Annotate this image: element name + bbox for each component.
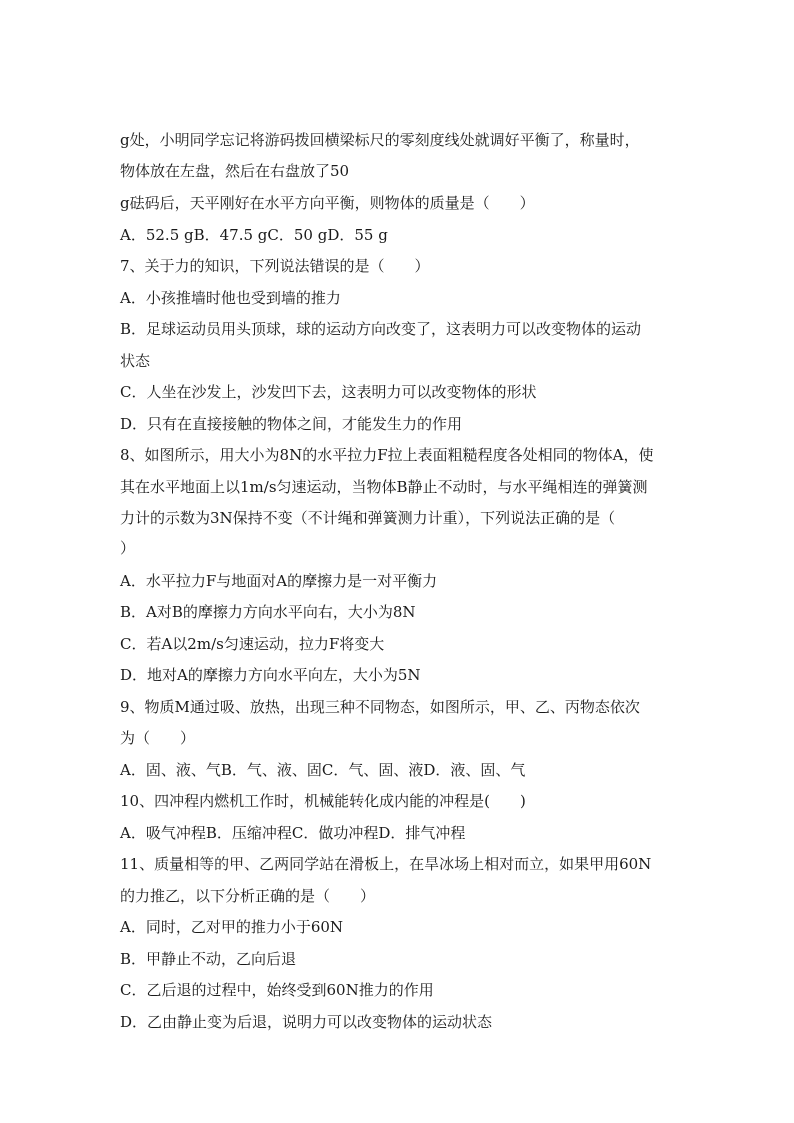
option-line: A．同时，乙对甲的推力小于60N: [120, 918, 344, 936]
text-line: 为（ ）: [120, 729, 196, 747]
option-line: C．人坐在沙发上，沙发凹下去，这表明力可以改变物体的形状: [120, 383, 537, 401]
question-10-stem: 10、四冲程内燃机工作时，机械能转化成内能的冲程是( ): [120, 792, 526, 810]
text-line: 物体放在左盘，然后在右盘放了50: [120, 162, 350, 180]
option-line: D．地对A的摩擦力方向水平向左，大小为5N: [120, 666, 421, 684]
option-line: B．甲静止不动，乙向后退: [120, 950, 297, 968]
option-line: D．只有在直接接触的物体之间，才能发生力的作用: [120, 415, 463, 433]
text-line: g处，小明同学忘记将游码拨回横梁标尺的零刻度线处就调好平衡了，称量时，: [120, 131, 640, 149]
text-line: 力计的示数为3N保持不变（不计绳和弹簧测力计重），下列说法正确的是（: [120, 509, 616, 527]
option-line: A．固、液、气B．气、液、固C．气、固、液D．液、固、气: [120, 761, 526, 779]
option-line: A．52.5 gB．47.5 gC．50 gD．55 g: [120, 226, 388, 244]
option-line: A．水平拉力F与地面对A的摩擦力是一对平衡力: [120, 572, 438, 590]
question-9-stem: 9、物质M通过吸、放热，出现三种不同物态，如图所示，甲、乙、丙物态依次: [120, 698, 640, 716]
option-line: D．乙由静止变为后退，说明力可以改变物体的运动状态: [120, 1013, 493, 1031]
option-line: C．乙后退的过程中，始终受到60N推力的作用: [120, 981, 434, 999]
question-11-stem: 11、质量相等的甲、乙两同学站在滑板上，在旱冰场上相对而立，如果甲用60N: [120, 855, 652, 873]
option-line: A．小孩推墙时他也受到墙的推力: [120, 289, 341, 307]
text-line: ）: [120, 539, 136, 557]
text-line: g砝码后，天平刚好在水平方向平衡，则物体的质量是（ ）: [120, 194, 535, 212]
text-line: 的力推乙，以下分析正确的是（ ）: [120, 887, 376, 905]
option-line: A．吸气冲程B．压缩冲程C．做功冲程D．排气冲程: [120, 824, 466, 842]
text-line: 其在水平地面上以1m/s匀速运动，当物体B静止不动时，与水平绳相连的弹簧测: [120, 478, 648, 496]
option-line: B．足球运动员用头顶球，球的运动方向改变了，这表明力可以改变物体的运动: [120, 320, 642, 338]
option-line: C．若A以2m/s匀速运动，拉力F将变大: [120, 635, 385, 653]
text-line: 状态: [120, 352, 151, 370]
option-line: B．A对B的摩擦力方向水平向右，大小为8N: [120, 603, 416, 621]
question-8-stem: 8、如图所示，用大小为8N的水平拉力F拉上表面粗糙程度各处相同的物体A，使: [120, 446, 654, 464]
question-7-stem: 7、关于力的知识，下列说法错误的是（ ）: [120, 257, 430, 275]
